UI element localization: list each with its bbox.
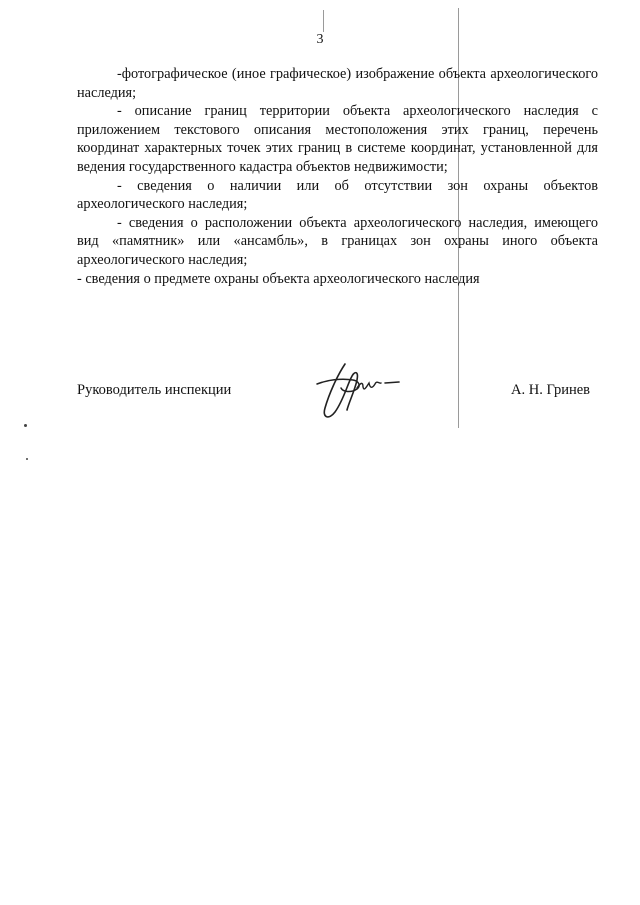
signatory-position: Руководитель инспекции xyxy=(77,382,232,398)
page-number: 3 xyxy=(316,32,324,47)
scan-speck xyxy=(26,458,28,460)
signatory-name: А. Н. Гринев xyxy=(511,382,590,398)
list-item: -фотографическое (иное графическое) изображение объекта археологического наследия; xyxy=(77,66,598,101)
signature-block xyxy=(77,378,598,428)
scan-speck xyxy=(24,424,27,427)
list-item: - сведения о наличии или об отсутствии зон охраны объектов археологического наследия; xyxy=(77,177,598,213)
scan-fold-line-top xyxy=(323,10,324,32)
handwritten-signature xyxy=(307,356,407,426)
document-body xyxy=(77,65,598,288)
list-item: - сведения о расположении объекта археологического наследия, имеющего вид «памятник» или «ансамбль», в границах зон охраны иного объекта археологического наследия; xyxy=(77,214,598,268)
list-item: - сведения о предмете охраны объекта археологического наследия xyxy=(77,270,480,287)
list-item: - описание границ территории объекта археологического наследия с приложением текстового описания местоположения этих границ, перечень координат характерных точек этих границ в системе координат, установленной для ведения государственного кадастра объектов недвижимости; xyxy=(77,103,598,175)
